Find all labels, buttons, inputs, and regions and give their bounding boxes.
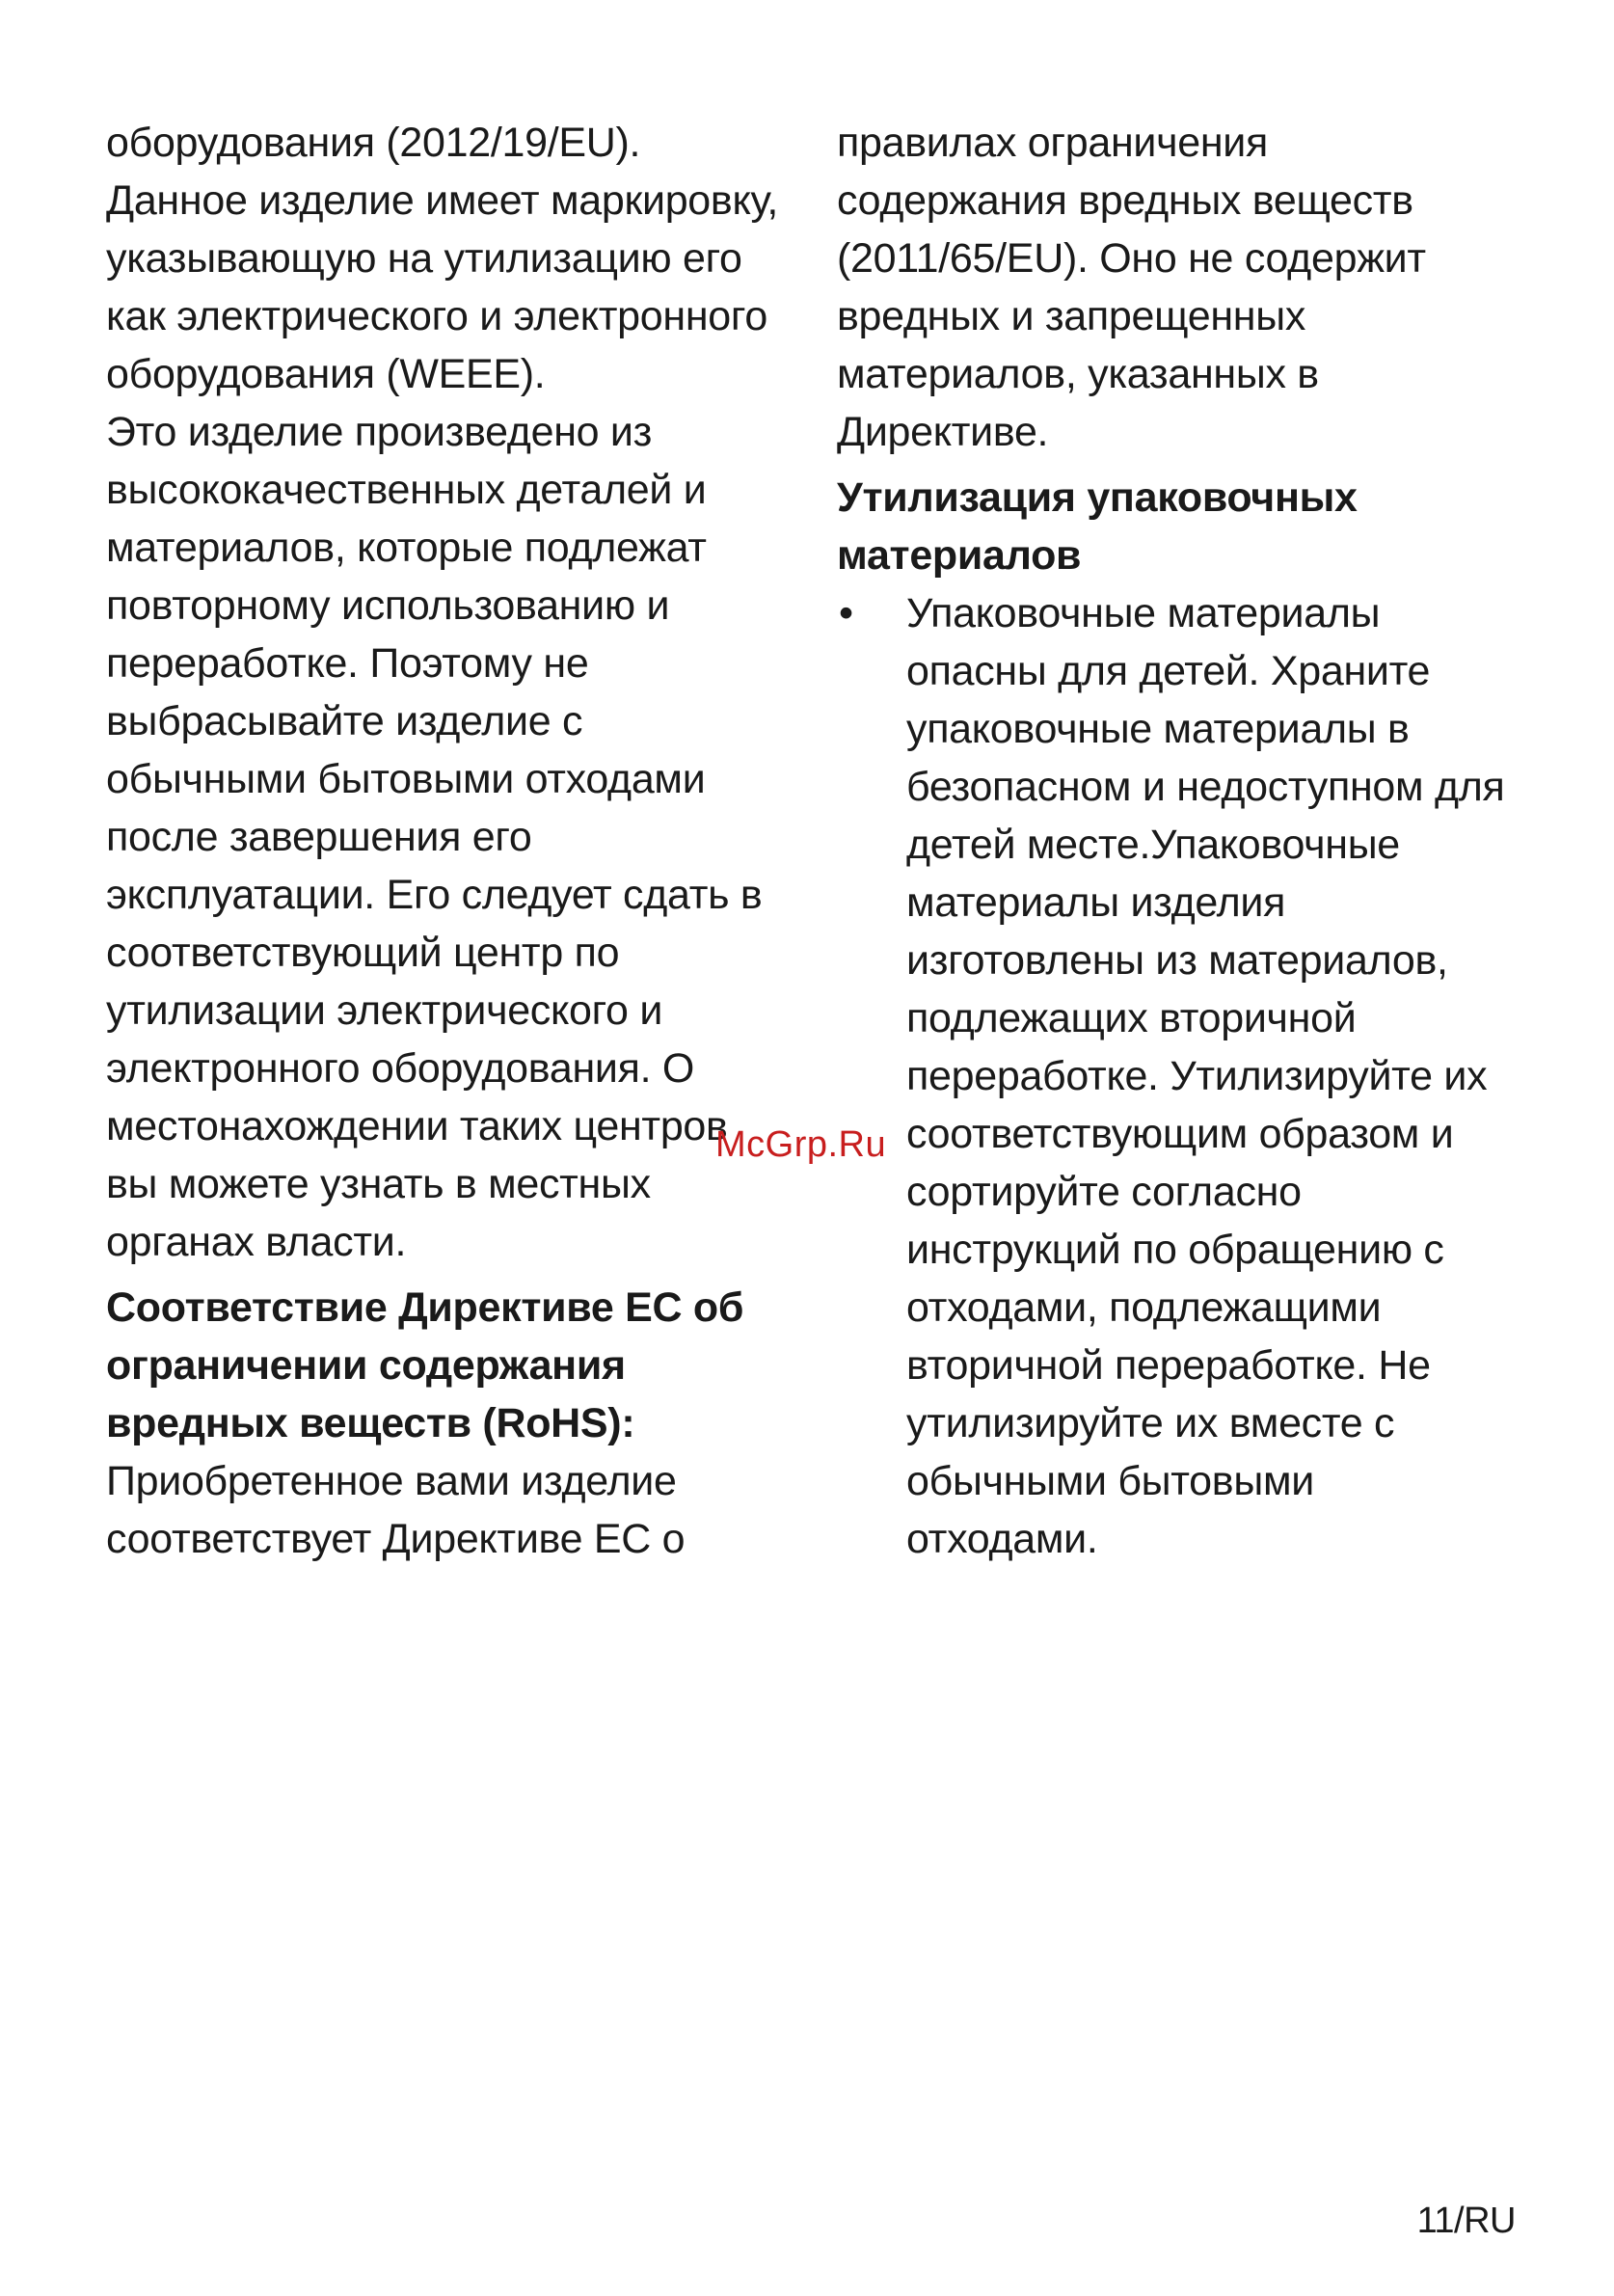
text-line: вы можете узнать в местных bbox=[106, 1161, 651, 1207]
text-line: после завершения его bbox=[106, 814, 532, 860]
text-line: материалов, которые подлежат bbox=[106, 525, 707, 571]
text-line: выбрасывайте изделие с bbox=[106, 698, 583, 744]
text-line: переработке. Утилизируйте их bbox=[906, 1053, 1488, 1099]
text-line: соответствующий центр по bbox=[106, 930, 620, 976]
rohs-paragraph bbox=[106, 1452, 820, 1568]
packaging-heading bbox=[837, 469, 1531, 584]
text-line: утилизации электрического и bbox=[106, 987, 663, 1034]
rohs-heading bbox=[106, 1279, 820, 1452]
text-line: вредных и запрещенных bbox=[837, 293, 1306, 339]
text-line: Данное изделие имеет маркировку, bbox=[106, 177, 779, 224]
heading-line: материалов bbox=[837, 532, 1082, 579]
text-line: оборудования (WEEE). bbox=[106, 351, 546, 397]
text-line: как электрического и электронного bbox=[106, 293, 767, 339]
recycling-paragraph bbox=[106, 403, 820, 1271]
text-line: оборудования (2012/19/EU). bbox=[106, 120, 641, 166]
text-line: Это изделие произведено из bbox=[106, 409, 653, 455]
text-line: соответствует Директиве ЕС о bbox=[106, 1516, 686, 1562]
text-line: утилизируйте их вместе с bbox=[906, 1400, 1395, 1446]
heading-line: Соответствие Директиве ЕС об bbox=[106, 1284, 744, 1331]
bullet-icon: • bbox=[839, 590, 853, 636]
text-line: местонахождении таких центров bbox=[106, 1103, 728, 1149]
text-line: безопасном и недоступном для bbox=[906, 764, 1505, 810]
heading-line: вредных веществ (RoHS): bbox=[106, 1400, 635, 1446]
text-line: отходами, подлежащими bbox=[906, 1284, 1382, 1331]
text-line: Приобретенное вами изделие bbox=[106, 1458, 677, 1504]
text-line: органах власти. bbox=[106, 1219, 407, 1265]
text-line: материалов, указанных в bbox=[837, 351, 1319, 397]
watermark: McGrp.Ru bbox=[715, 1124, 887, 1165]
text-line: инструкций по обращению с bbox=[906, 1227, 1444, 1273]
text-line: обычными бытовыми отходами bbox=[106, 756, 706, 802]
text-line: высококачественных деталей и bbox=[106, 467, 707, 513]
packaging-bullet bbox=[837, 584, 1531, 1568]
text-line: изготовлены из материалов, bbox=[906, 937, 1448, 984]
text-line: опасны для детей. Храните bbox=[906, 648, 1431, 694]
left-column bbox=[106, 114, 820, 1568]
rohs-continued-paragraph bbox=[837, 114, 1531, 461]
text-line: подлежащих вторичной bbox=[906, 995, 1357, 1041]
page-number: 11/RU bbox=[1416, 2201, 1516, 2241]
text-line: отходами. bbox=[906, 1516, 1098, 1562]
text-line: повторному использованию и bbox=[106, 582, 670, 629]
right-column bbox=[837, 114, 1531, 1568]
text-line: Упаковочные материалы bbox=[906, 590, 1381, 636]
text-line: указывающую на утилизацию его bbox=[106, 235, 742, 282]
text-line: содержания вредных веществ bbox=[837, 177, 1413, 224]
text-line: правилах ограничения bbox=[837, 120, 1268, 166]
heading-line: Утилизация упаковочных bbox=[837, 474, 1358, 521]
text-line: вторичной переработке. Не bbox=[906, 1342, 1431, 1389]
text-line: переработке. Поэтому не bbox=[106, 640, 589, 687]
text-line: (2011/65/EU). Оно не содержит bbox=[837, 235, 1426, 282]
text-line: сортируйте согласно bbox=[906, 1169, 1302, 1215]
text-line: материалы изделия bbox=[906, 879, 1286, 926]
weee-paragraph bbox=[106, 114, 820, 403]
heading-line: ограничении содержания bbox=[106, 1342, 626, 1389]
text-line: упаковочные материалы в bbox=[906, 706, 1410, 752]
text-line: обычными бытовыми bbox=[906, 1458, 1314, 1504]
text-line: Директиве. bbox=[837, 409, 1049, 455]
text-line: детей месте.Упаковочные bbox=[906, 822, 1400, 868]
text-line: электронного оборудования. О bbox=[106, 1045, 695, 1092]
text-line: соответствующим образом и bbox=[906, 1111, 1454, 1157]
text-line: эксплуатации. Его следует сдать в bbox=[106, 872, 763, 918]
